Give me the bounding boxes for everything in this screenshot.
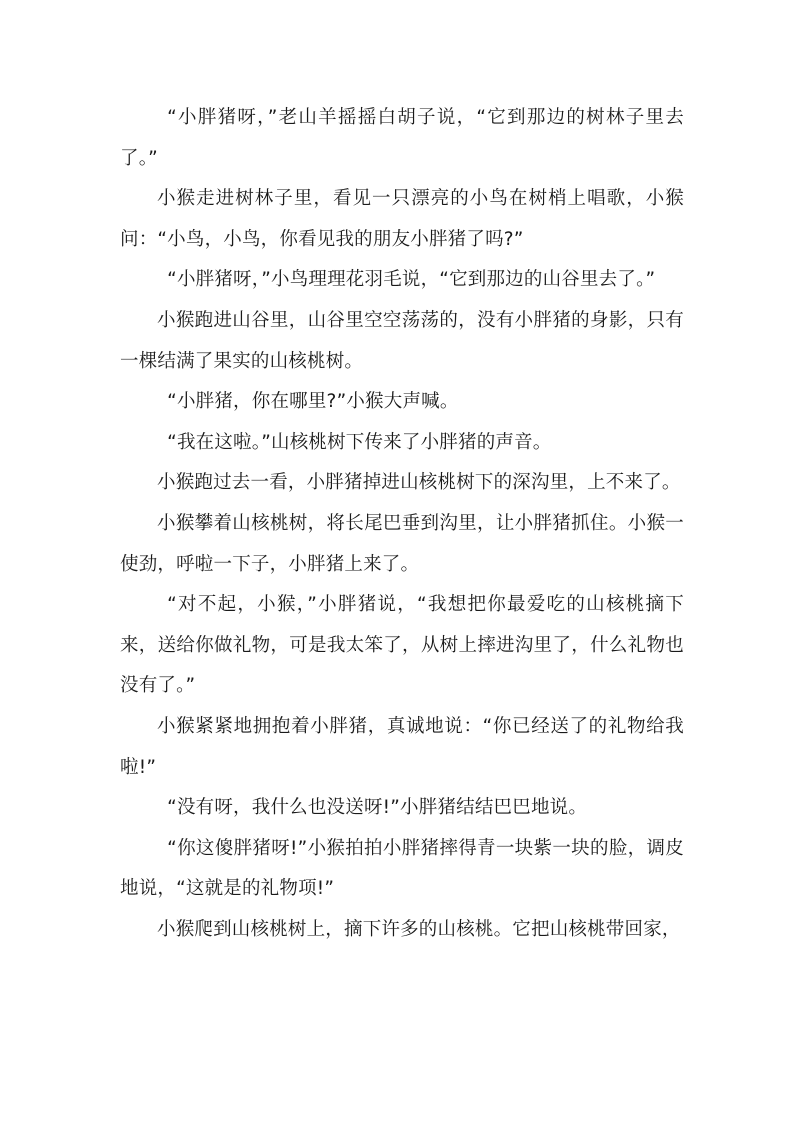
paragraph-12: “你这傻胖猪呀!”小猴拍拍小胖猪摔得青一块紫一块的脸，调皮地说，“这就是的礼物项!”	[120, 837, 684, 900]
story-text	[120, 98, 684, 950]
paragraph-8: 小猴攀着山核桃树，将长尾巴垂到沟里，让小胖猪抓住。小猴一使劲，呼啦一下子，小胖猪上来了。	[120, 512, 684, 575]
paragraph-7: 小猴跑过去一看，小胖猪掉进山核桃树下的深沟里，上不来了。	[157, 472, 681, 494]
paragraph-1: “小胖猪呀，”老山羊摇摇白胡子说，“它到那边的树林子里去了。”	[120, 107, 684, 169]
paragraph-4: 小猴跑进山谷里，山谷里空空荡荡的，没有小胖猪的身影，只有一棵结满了果实的山核桃树。	[120, 309, 684, 372]
paragraph-2: 小猴走进树林子里，看见一只漂亮的小鸟在树梢上唱歌，小猴问：“小鸟，小鸟，你看见我的朋友小胖猪了吗?”	[120, 188, 684, 250]
paragraph-3: “小胖猪呀，”小鸟理理花羽毛说，“它到那边的山谷里去了。”	[167, 269, 656, 291]
paragraph-5: “小胖猪，你在哪里?”小猴大声喊。	[167, 391, 459, 413]
paragraph-9: “对不起，小猴，”小胖猪说，“我想把你最爱吃的山核桃摘下来，送给你做礼物，可是我太笨了，从树上摔进沟里了，什么礼物也没有了。”	[120, 594, 684, 697]
paragraph-11: “没有呀，我什么也没送呀!”小胖猪结结巴巴地说。	[167, 797, 588, 819]
paragraph-6: “我在这啦。”山核桃树下传来了小胖猪的声音。	[167, 431, 552, 453]
paragraph-10: 小猴紧紧地拥抱着小胖猪，真诚地说：“你已经送了的礼物给我啦!”	[120, 715, 684, 778]
paragraph-13: 小猴爬到山核桃树上，摘下许多的山核桃。它把山核桃带回家，	[157, 918, 681, 940]
